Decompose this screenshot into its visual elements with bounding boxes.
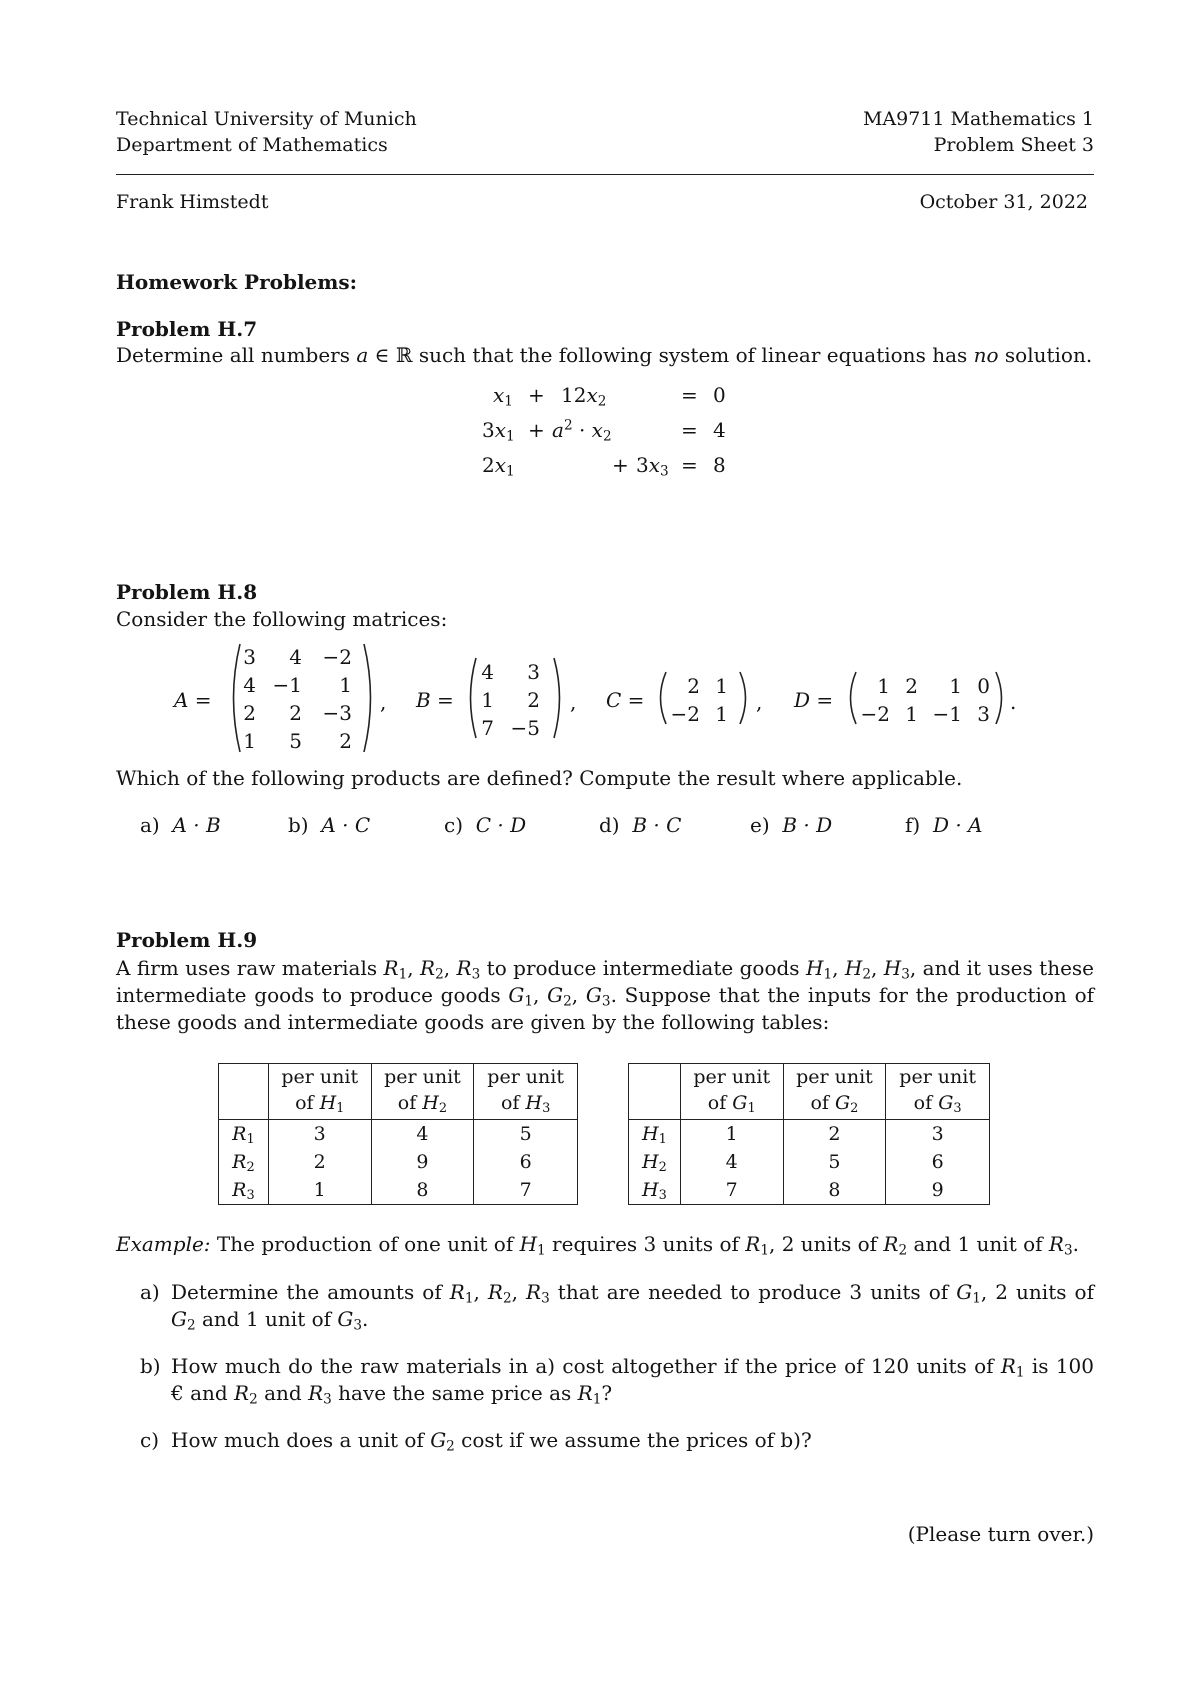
matrix-c-row: −2 1 [670, 702, 728, 726]
problem-h9-intro: A firm uses raw materials $R_1$, $R_2$, $R_3$ to produce intermediate goods $H_1$, $H_2$, $H_3$, and it uses these intermediate goods to produce goods $G_1$, $G_2$, $G_3$. Suppose that the inputs for the production of these goods and intermediate goods are given by the following tables: [116, 956, 1095, 1034]
university-name: Technical University of Munich [116, 108, 417, 130]
table-row: $H_2$ 4 5 6 [629, 1148, 990, 1176]
section-title: Homework Problems: [116, 270, 358, 294]
table-header-cell: per unit of $H_3$ [474, 1064, 578, 1120]
eq2-op1: + [528, 418, 545, 442]
eq1-op1: + [528, 383, 545, 407]
table-corner [629, 1064, 681, 1120]
sheet-name: Problem Sheet 3 [933, 134, 1094, 156]
matrix-b-row: 4 3 [481, 660, 540, 684]
matrix-b-row: 7 −5 [481, 716, 540, 740]
sheet-date: October 31, 2022 [919, 191, 1088, 213]
matrix-a-label: A = [174, 688, 212, 712]
problem-h9-item-c: c) How much does a unit of $G_2$ cost if we assume the prices of b)? [140, 1428, 812, 1455]
table-row: $R_1$ 3 4 5 [219, 1120, 578, 1149]
h7-emph: no [973, 343, 999, 367]
matrix-a-row: 1 5 2 [243, 729, 352, 753]
matrix-c-row: 2 1 [687, 674, 728, 698]
table-row: $H_3$ 7 8 9 [629, 1176, 990, 1205]
table-row: $H_1$ 1 2 3 [629, 1120, 990, 1149]
matrix-b-row: 1 2 [481, 688, 540, 712]
eq3-op2: + [612, 453, 629, 477]
h7-var: a [356, 343, 369, 367]
table-header-cell: per unit of $G_3$ [886, 1064, 990, 1120]
table-header-cell: per unit of $H_1$ [268, 1064, 371, 1120]
problem-h7-statement [116, 343, 1092, 367]
table-intermediate-to-goods [628, 1063, 990, 1205]
problem-h8-question: Which of the following products are defined? Compute the result where applicable. [116, 766, 963, 790]
header-rule [116, 174, 1094, 175]
table-row: $R_2$ 2 9 6 [219, 1148, 578, 1176]
matrix-c-left-paren [654, 670, 668, 726]
author-name: Frank Himstedt [116, 191, 269, 213]
comma: , [756, 690, 763, 714]
product-item: e) B · D [750, 813, 833, 837]
table-header-cell: per unit of $H_2$ [371, 1064, 474, 1120]
problem-h9-item-a: a) Determine the amounts of $R_1$, $R_2$, $R_3$ that are needed to produce 3 units of $G_1$, 2 units of $G_2$ and 1 unit of $G_3$. [140, 1280, 1094, 1334]
eq2-equals: = [681, 418, 698, 442]
matrix-a-row: 4 −1 1 [243, 673, 352, 697]
eq3-rhs: 8 [713, 453, 726, 477]
problem-h9-item-b: b) How much do the raw materials in a) cost altogether if the price of 120 units of $R_1$ is 100 € and $R_2$ and $R_3$ have the same price as $R_1$? [140, 1354, 1094, 1408]
matrix-a-row: 2 2 −3 [243, 701, 352, 725]
problem-h9-title: Problem H.9 [116, 928, 258, 952]
comma: , [380, 690, 387, 714]
eq3-term3: $3x_3$ [636, 453, 669, 480]
matrix-b-left-paren [464, 656, 478, 740]
matrix-b-label: B = [416, 688, 454, 712]
problem-h8-title: Problem H.8 [116, 580, 258, 604]
problem-h8-intro: Consider the following matrices: [116, 607, 448, 631]
matrix-d-row: −2 1 −1 3 [860, 702, 990, 726]
matrix-d-row: 1 2 1 0 [877, 674, 990, 698]
matrix-a-right-paren [362, 642, 378, 754]
table-row: $R_3$ 1 8 7 [219, 1176, 578, 1205]
product-item: a) A · B [140, 813, 221, 837]
h7-text-after: solution. [1004, 343, 1093, 367]
eq1-equals: = [681, 383, 698, 407]
course-name: MA9711 Mathematics 1 [862, 108, 1094, 130]
eq2-rhs: 4 [713, 418, 726, 442]
eq1-term1: $x_1$ [493, 383, 513, 410]
matrix-c-right-paren [738, 670, 752, 726]
eq3-term1: $2x_1$ [482, 453, 515, 480]
turn-over-note: (Please turn over.) [907, 1522, 1094, 1546]
problem-h9-example: Example: The production of one unit of $H_1$ requires 3 units of $R_1$, 2 units of $R_2$ and 1 unit of $R_3$. [116, 1232, 1079, 1259]
table-corner [219, 1064, 269, 1120]
product-item: f) D · A [905, 813, 983, 837]
h7-text-mid: such that the following system of linear equations has [418, 343, 968, 367]
matrix-d-left-paren [844, 670, 858, 726]
product-item: c) C · D [444, 813, 527, 837]
period: . [1010, 690, 1017, 714]
matrix-d-right-paren [994, 670, 1008, 726]
h7-text-before: Determine all numbers [116, 343, 351, 367]
matrix-c-label: C = [606, 688, 645, 712]
table-header-cell: per unit of $G_2$ [783, 1064, 886, 1120]
eq1-term2: $12x_2$ [561, 383, 607, 410]
matrix-a-row: 3 4 −2 [243, 645, 352, 669]
matrix-d-label: D = [794, 688, 834, 712]
comma: , [570, 690, 577, 714]
eq1-rhs: 0 [713, 383, 726, 407]
table-raw-to-intermediate [218, 1063, 578, 1205]
product-item: d) B · C [599, 813, 682, 837]
matrix-b-right-paren [552, 656, 566, 740]
department-name: Department of Mathematics [116, 134, 388, 156]
eq3-equals: = [681, 453, 698, 477]
table-header-cell: per unit of $G_1$ [680, 1064, 783, 1120]
problem-h7-title: Problem H.7 [116, 317, 258, 341]
eq2-term2: $a^2 \cdot x_2$ [552, 417, 612, 445]
product-item: b) A · C [288, 813, 371, 837]
h7-set: ∈ ℝ [374, 343, 413, 367]
eq2-term1: $3x_1$ [482, 418, 515, 445]
